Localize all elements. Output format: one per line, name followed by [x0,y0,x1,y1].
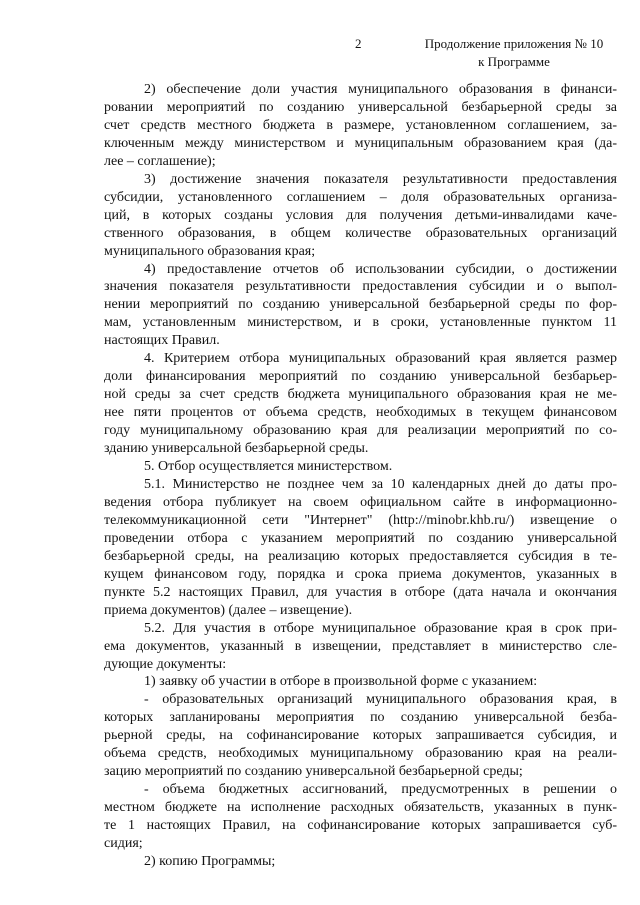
text-line: - образовательных организаций муниципального образования края, в [144,692,617,708]
paragraph [104,350,617,458]
text-line: кущем финансовом году, порядка и срока приема документов, указанных в [104,566,617,582]
text-line: 5. Отбор осуществляется министерством. [144,459,393,475]
text-line: 2) обеспечение доли участия муниципального образования в финанси- [144,82,617,97]
text-line: ций, в которых созданы условия для получения детьми-инвалидами каче- [104,207,617,223]
text-line: зацию мероприятий по созданию универсальной безбарьерной среды; [104,764,523,780]
text-line: году муниципальному образованию края для реализации мероприятий по со- [104,423,617,439]
text-line: приема документов) (далее – извещение). [104,602,353,618]
text-line: ственного образования, в общем количестве образовательных организаций [104,225,617,241]
text-line: доли финансирования мероприятий по созданию универсальной безбарьер- [104,369,617,385]
text-line: которых запланированы мероприятия по созданию универсальной безба- [104,710,617,726]
paragraph [104,691,617,781]
paragraph [104,261,617,351]
appendix-program-line: к Программе [478,54,550,69]
paragraph [104,458,617,476]
text-line: ведения отбора публикует на своем официальном сайте в информационно- [104,494,617,510]
text-line: ема документов, указанный в извещении, представляет в министерство сле- [104,638,617,654]
text-line: 5.1. Министерство не позднее чем за 10 календарных дней до даты про- [144,476,617,492]
text-line: 1) заявку об участии в отборе в произвольной форме с указанием: [144,674,538,690]
text-line: местном бюджете на исполнение расходных обязательств, указанных в пунк- [104,800,617,816]
text-line: объема средств, необходимых муниципальному образованию края на реали- [104,746,617,762]
text-line: нении мероприятий по созданию универсальной безбарьерной среды по фор- [104,297,617,313]
appendix-continuation-note [412,35,616,71]
text-line: муниципального образования края; [104,243,316,259]
paragraph [104,781,617,853]
paragraph [104,853,617,871]
text-line: 5.2. Для участия в отборе муниципальное образование края в срок при- [144,620,617,636]
text-line: субсидии, установленного соглашением – доля образовательных организа- [104,189,617,205]
text-line: рьерной среды, на софинансирование которых запрашивается субсидия, и [104,728,617,744]
paragraph [104,81,617,171]
text-line: ключенным между министерством и муниципальным образованием края (да- [104,135,617,151]
text-line: лее – соглашение); [104,153,216,169]
document-body [104,81,617,871]
text-line: те 1 настоящих Правил, на софинансирование которых запрашивается суб- [104,818,617,834]
text-line: дующие документы: [104,656,227,672]
text-line: 3) достижение значения показателя результативности предоставления [144,171,617,187]
text-line: нее пяти процентов от объема средств, необходимых в текущем финансовом [104,405,617,421]
text-line: пункте 5.2 настоящих Правил, для участия в отборе (дата начала и окончания [104,584,617,600]
text-line: 2) копию Программы; [144,853,276,869]
text-line: сидия; [104,836,143,852]
text-line: мам, установленным министерством, и в сроки, установленные пунктом 11 [104,315,617,331]
text-line: проведении отбора с указанием мероприятий по созданию универсальной [104,530,617,546]
paragraph [104,171,617,261]
text-line: - объема бюджетных ассигнований, предусмотренных в решении о [144,782,617,798]
paragraph [104,476,617,620]
text-line: настоящих Правил. [104,333,220,349]
text-line: безбарьерной среды, на реализацию которых предоставляется субсидия в те- [104,548,617,564]
text-line: 4. Критерием отбора муниципальных образований края является размер [144,351,617,367]
page-number: 2 [355,36,362,51]
paragraph [104,620,617,674]
text-line: телекоммуникационной сети "Интернет" (http://minobr.khb.ru/) извещение о [104,512,617,528]
paragraph [104,673,617,691]
text-line: счет средств местного бюджета в размере, установленном соглашением, за- [104,117,617,133]
text-line: ной среды за счет средств бюджета муниципального образования края не ме- [104,387,617,403]
text-line: ровании мероприятий по созданию универсальной безбарьерной среды за [104,99,617,115]
text-line: зданию универсальной безбарьерной среды. [104,441,369,457]
text-line: 4) предоставление отчетов об использовании субсидии, о достижении [144,261,617,277]
appendix-continuation-line: Продолжение приложения № 10 [424,36,604,51]
text-line: значения показателя результативности предоставления субсидии и о выпол- [104,279,617,295]
